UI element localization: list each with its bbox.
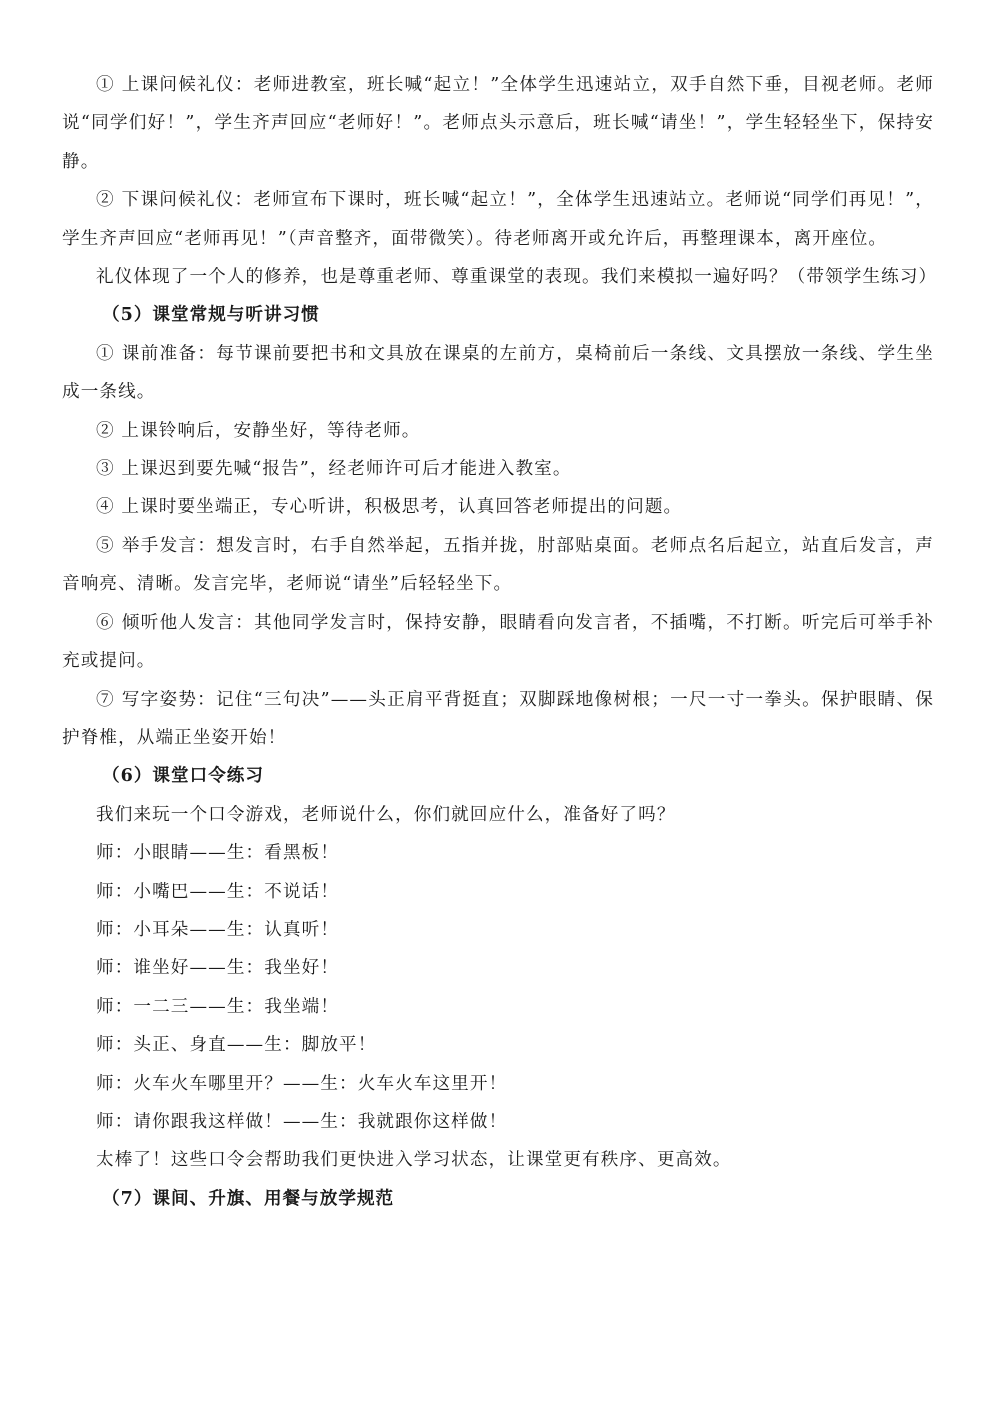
section-heading-6: （6）课堂口令练习 [102,765,264,787]
document-body [62,66,938,1218]
section-heading-7: （7）课间、升旗、用餐与放学规范 [102,1187,395,1209]
paragraph-raise-hand: ⑤ 举手发言：想发言时，右手自然举起，五指并拢，肘部贴桌面。老师点名后起立，站直后发言，声音响亮、清晰。发言完毕，老师说“请坐”后轻轻坐下。 [62,535,934,595]
chant-line: 师：小眼睛——生：看黑板！ [96,843,340,864]
paragraph-late: ③ 上课迟到要先喊“报告”，经老师许可后才能进入教室。 [96,459,572,480]
chant-line: 师：谁坐好——生：我坐好！ [96,958,340,979]
paragraph-class-prep: ① 课前准备：每节课前要把书和文具放在课桌的左前方，桌椅前后一条线、文具摆放一条线、学生坐成一条线。 [62,343,934,403]
chant-line: 师：头正、身直——生：脚放平！ [96,1035,377,1056]
chant-line: 师：小耳朵——生：认真听！ [96,919,340,940]
paragraph-greeting-start: ① 上课问候礼仪：老师进教室，班长喊“起立！”全体学生迅速站立，双手自然下垂，目视老师。老师说“同学们好！”，学生齐声回应“老师好！”。老师点头示意后，班长喊“请坐！”，学生轻轻坐下，保持安静。 [62,75,934,172]
paragraph-bell: ② 上课铃响后，安静坐好，等待老师。 [96,420,421,441]
paragraph-listen-others: ⑥ 倾听他人发言：其他同学发言时，保持安静，眼睛看向发言者，不插嘴，不打断。听完后可举手补充或提问。 [62,612,934,672]
chant-line: 师：火车火车哪里开？——生：火车火车这里开！ [96,1073,508,1094]
paragraph-listening: ④ 上课时要坐端正，专心听讲，积极思考，认真回答老师提出的问题。 [96,497,683,518]
paragraph-chant-outro: 太棒了！这些口令会帮助我们更快进入学习状态，让课堂更有秩序、更高效。 [96,1150,732,1171]
section-heading-5: （5）课堂常规与听讲习惯 [102,304,320,326]
chant-line: 师：小嘴巴——生：不说话！ [96,881,340,902]
paragraph-chant-intro: 我们来玩一个口令游戏，老师说什么，你们就回应什么，准备好了吗？ [96,804,676,825]
paragraph-greeting-end: ② 下课问候礼仪：老师宣布下课时，班长喊“起立！”，全体学生迅速站立。老师说“同学们再见！”，学生齐声回应“老师再见！”（声音整齐，面带微笑）。待老师离开或允许后，再整理课本，离开座位。 [62,190,934,249]
chant-line: 师：一二三——生：我坐端！ [96,996,340,1017]
chant-line: 师：请你跟我这样做！——生：我就跟你这样做！ [96,1111,508,1132]
paragraph-etiquette-summary: 礼仪体现了一个人的修养，也是尊重老师、尊重课堂的表现。我们来模拟一遍好吗？（带领学生练习） [96,267,938,288]
paragraph-writing-posture: ⑦ 写字姿势：记住“三句决”——头正肩平背挺直；双脚踩地像树根；一尺一寸一拳头。保护眼睛、保护脊椎，从端正坐姿开始！ [62,689,934,748]
